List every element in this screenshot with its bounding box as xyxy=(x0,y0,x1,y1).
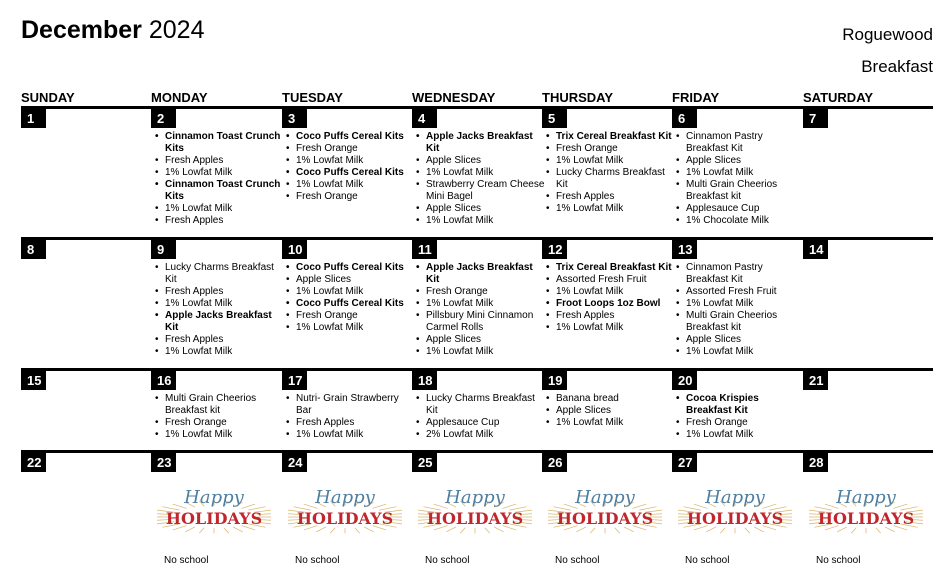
day-cell xyxy=(672,371,802,450)
day-number: 3 xyxy=(282,109,307,128)
day-number: 8 xyxy=(21,240,46,259)
day-cell xyxy=(412,109,545,237)
day-cell xyxy=(412,371,542,450)
menu-list xyxy=(543,393,677,429)
day-cell xyxy=(803,240,933,368)
no-school-note: No school xyxy=(555,555,600,566)
menu-item: • 1% Lowfat Milk xyxy=(152,346,286,358)
menu-item: • Apple Jacks Breakfast Kit xyxy=(413,131,547,155)
menu-item: • Fresh Apples xyxy=(152,155,286,167)
day-number: 21 xyxy=(803,371,828,390)
dow-wednesday: WEDNESDAY xyxy=(412,90,496,105)
menu-item: • Apple Slices xyxy=(413,334,547,346)
menu-item: • Strawberry Cream Cheese Mini Bagel xyxy=(413,179,547,203)
menu-item: • Cinnamon Toast Crunch Kits xyxy=(152,179,286,203)
menu-item: • Fresh Apples xyxy=(543,310,677,322)
menu-item: • 1% Lowfat Milk xyxy=(543,155,677,167)
day-number: 22 xyxy=(21,453,46,472)
menu-item: • 1% Lowfat Milk xyxy=(283,155,417,167)
menu-item: • Fresh Orange xyxy=(283,310,417,322)
menu-item: • Applesauce Cup xyxy=(413,417,547,429)
day-cell xyxy=(282,240,412,368)
holidays-text: HOLIDAYS xyxy=(556,509,654,528)
menu-item: • Multi Grain Cheerios Breakfast kit xyxy=(152,393,286,417)
menu-item: • 1% Lowfat Milk xyxy=(543,203,677,215)
happy-text: Happy xyxy=(575,487,635,508)
day-number: 27 xyxy=(672,453,697,472)
happy-text: Happy xyxy=(184,487,244,508)
meal-type: Breakfast xyxy=(861,57,933,76)
day-number: 13 xyxy=(672,240,697,259)
day-cell xyxy=(282,371,412,450)
menu-item: • 1% Lowfat Milk xyxy=(413,298,547,310)
menu-list xyxy=(673,393,807,441)
menu-list xyxy=(152,393,286,441)
happy-text: Happy xyxy=(445,487,505,508)
menu-list xyxy=(283,393,417,441)
happy-holidays-banner xyxy=(678,481,792,543)
menu-item: • Apple Slices xyxy=(543,405,677,417)
dow-monday: MONDAY xyxy=(151,90,208,105)
month-label: December xyxy=(21,16,142,44)
menu-item: • Apple Slices xyxy=(413,155,547,167)
menu-item: • Lucky Charms Breakfast Kit xyxy=(152,262,286,286)
menu-item: • 1% Lowfat Milk xyxy=(543,417,677,429)
menu-item: • Fresh Apples xyxy=(543,191,677,203)
menu-item: • Multi Grain Cheerios Breakfast kit xyxy=(673,310,807,334)
menu-item: • Apple Slices xyxy=(673,155,807,167)
day-number: 7 xyxy=(803,109,828,128)
menu-item: • 1% Lowfat Milk xyxy=(543,286,677,298)
dow-friday: FRIDAY xyxy=(672,90,720,105)
day-number: 17 xyxy=(282,371,307,390)
menu-item: • Coco Puffs Cereal Kits xyxy=(283,298,417,310)
menu-item: • Lucky Charms Breakfast Kit xyxy=(413,393,547,417)
menu-item: • 1% Lowfat Milk xyxy=(152,429,286,441)
menu-list xyxy=(673,262,807,358)
day-cell xyxy=(21,109,151,237)
menu-item: • 1% Lowfat Milk xyxy=(413,167,547,179)
menu-item: • Fresh Orange xyxy=(413,286,547,298)
day-number: 10 xyxy=(282,240,307,259)
dow-tuesday: TUESDAY xyxy=(282,90,343,105)
day-number: 15 xyxy=(21,371,46,390)
day-cell xyxy=(803,371,933,450)
menu-list xyxy=(283,131,417,203)
no-school-note: No school xyxy=(164,555,209,566)
day-cell xyxy=(803,109,933,237)
menu-item: • 2% Lowfat Milk xyxy=(413,429,547,441)
menu-list xyxy=(673,131,807,227)
day-number: 26 xyxy=(542,453,567,472)
menu-item: • Froot Loops 1oz Bowl xyxy=(543,298,677,310)
menu-list xyxy=(413,262,547,358)
dow-saturday: SATURDAY xyxy=(803,90,874,105)
day-number: 9 xyxy=(151,240,176,259)
menu-item: • 1% Lowfat Milk xyxy=(673,346,807,358)
menu-item: • Apple Jacks Breakfast Kit xyxy=(152,310,286,334)
menu-item: • 1% Lowfat Milk xyxy=(673,167,807,179)
menu-item: • 1% Lowfat Milk xyxy=(413,215,547,227)
menu-list xyxy=(283,262,417,334)
day-number: 4 xyxy=(412,109,437,128)
day-cell xyxy=(672,109,802,237)
menu-item: • Trix Cereal Breakfast Kit xyxy=(543,131,677,143)
day-number: 23 xyxy=(151,453,176,472)
happy-text: Happy xyxy=(836,487,896,508)
menu-item: • Apple Slices xyxy=(673,334,807,346)
day-number: 2 xyxy=(151,109,176,128)
menu-list xyxy=(413,131,547,227)
menu-item: • Apple Slices xyxy=(413,203,547,215)
day-number: 19 xyxy=(542,371,567,390)
menu-item: • Cinnamon Pastry Breakfast Kit xyxy=(673,262,807,286)
menu-item: • 1% Lowfat Milk xyxy=(673,429,807,441)
day-number: 5 xyxy=(542,109,567,128)
menu-item: • 1% Lowfat Milk xyxy=(152,298,286,310)
menu-item: • Coco Puffs Cereal Kits xyxy=(283,262,417,274)
holidays-text: HOLIDAYS xyxy=(686,509,784,528)
no-school-note: No school xyxy=(425,555,470,566)
day-cell xyxy=(151,453,281,586)
dow-sunday: SUNDAY xyxy=(21,90,75,105)
menu-item: • Coco Puffs Cereal Kits xyxy=(283,167,417,179)
day-number: 28 xyxy=(803,453,828,472)
dow-thursday: THURSDAY xyxy=(542,90,614,105)
menu-item: • Fresh Apples xyxy=(283,417,417,429)
menu-item: • Fresh Apples xyxy=(152,334,286,346)
happy-holidays-banner xyxy=(418,481,532,543)
day-cell xyxy=(672,453,802,586)
day-number: 1 xyxy=(21,109,46,128)
day-cell xyxy=(542,371,672,450)
menu-list xyxy=(413,393,547,441)
menu-item: • 1% Lowfat Milk xyxy=(283,286,417,298)
menu-item: • Cinnamon Pastry Breakfast Kit xyxy=(673,131,807,155)
day-cell xyxy=(412,240,542,368)
day-cell xyxy=(803,453,933,586)
menu-item: • Cinnamon Toast Crunch Kits xyxy=(152,131,286,155)
menu-item: • Fresh Orange xyxy=(152,417,286,429)
day-number: 16 xyxy=(151,371,176,390)
holidays-text: HOLIDAYS xyxy=(426,509,524,528)
day-cell xyxy=(672,240,802,368)
no-school-note: No school xyxy=(295,555,340,566)
menu-item: • Assorted Fresh Fruit xyxy=(673,286,807,298)
menu-item: • Fresh Apples xyxy=(152,286,286,298)
day-number: 18 xyxy=(412,371,437,390)
day-cell xyxy=(151,240,281,368)
day-cell xyxy=(151,371,281,450)
menu-item: • Fresh Orange xyxy=(673,417,807,429)
happy-holidays-banner xyxy=(809,481,923,543)
menu-item: • Coco Puffs Cereal Kits xyxy=(283,131,417,143)
menu-item: • Lucky Charms Breakfast Kit xyxy=(543,167,677,191)
menu-item: • 1% Lowfat Milk xyxy=(283,179,417,191)
school-name: Roguewood xyxy=(842,25,933,44)
menu-item: • Apple Jacks Breakfast Kit xyxy=(413,262,547,286)
day-cell xyxy=(282,109,412,237)
menu-item: • Assorted Fresh Fruit xyxy=(543,274,677,286)
happy-holidays-banner xyxy=(288,481,402,543)
day-cell xyxy=(542,109,672,237)
day-cell xyxy=(542,453,672,586)
happy-text: Happy xyxy=(315,487,375,508)
menu-item: • Nutri- Grain Strawberry Bar xyxy=(283,393,417,417)
menu-item: • Fresh Orange xyxy=(543,143,677,155)
day-number: 20 xyxy=(672,371,697,390)
menu-item: • 1% Lowfat Milk xyxy=(152,203,286,215)
menu-item: • Fresh Orange xyxy=(283,191,417,203)
day-cell xyxy=(412,453,542,586)
holidays-text: HOLIDAYS xyxy=(817,509,915,528)
menu-item: • 1% Lowfat Milk xyxy=(152,167,286,179)
menu-item: • Fresh Orange xyxy=(283,143,417,155)
menu-list xyxy=(543,262,677,334)
menu-list xyxy=(152,131,286,227)
happy-holidays-banner xyxy=(157,481,271,543)
menu-item: • 1% Lowfat Milk xyxy=(283,322,417,334)
day-number: 14 xyxy=(803,240,828,259)
day-cell xyxy=(151,109,281,237)
menu-item: • 1% Lowfat Milk xyxy=(673,298,807,310)
day-number: 25 xyxy=(412,453,437,472)
menu-item: • Trix Cereal Breakfast Kit xyxy=(543,262,677,274)
menu-item: • 1% Lowfat Milk xyxy=(543,322,677,334)
holidays-text: HOLIDAYS xyxy=(296,509,394,528)
menu-item: • 1% Lowfat Milk xyxy=(413,346,547,358)
menu-item: • Pillsbury Mini Cinnamon Carmel Rolls xyxy=(413,310,547,334)
menu-item: • Fresh Apples xyxy=(152,215,286,227)
day-cell xyxy=(21,371,151,450)
day-cell xyxy=(542,240,672,368)
year-label: 2024 xyxy=(148,16,205,44)
day-number: 24 xyxy=(282,453,307,472)
menu-list xyxy=(543,131,677,215)
no-school-note: No school xyxy=(685,555,730,566)
menu-item: • 1% Chocolate Milk xyxy=(673,215,807,227)
menu-item: • Apple Slices xyxy=(283,274,417,286)
day-cell xyxy=(21,453,151,586)
day-number: 6 xyxy=(672,109,697,128)
menu-item: • Cocoa Krispies Breakfast Kit xyxy=(673,393,807,417)
day-number: 12 xyxy=(542,240,567,259)
happy-text: Happy xyxy=(705,487,765,508)
no-school-note: No school xyxy=(816,555,861,566)
menu-item: • Applesauce Cup xyxy=(673,203,807,215)
day-number: 11 xyxy=(412,240,437,259)
day-cell xyxy=(282,453,412,586)
menu-item: • Multi Grain Cheerios Breakfast kit xyxy=(673,179,807,203)
menu-item: • Banana bread xyxy=(543,393,677,405)
menu-list xyxy=(152,262,286,358)
holidays-text: HOLIDAYS xyxy=(165,509,263,528)
menu-item: • 1% Lowfat Milk xyxy=(283,429,417,441)
day-cell xyxy=(21,240,151,368)
happy-holidays-banner xyxy=(548,481,662,543)
